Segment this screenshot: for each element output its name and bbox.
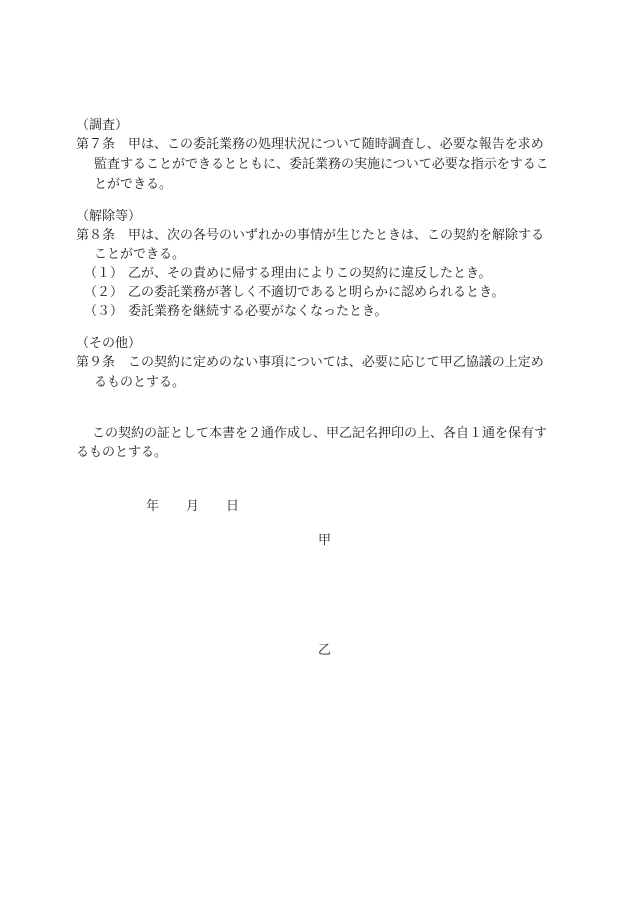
date-month: 月	[186, 499, 200, 514]
article-7-line-1: 第７条 甲は、この委託業務の処理状況について随時調査し、必要な報告を求め	[76, 137, 544, 152]
article-8-item-3-text: 委託業務を継続する必要がなくなったとき。	[128, 304, 388, 319]
article-8-item-2-text: 乙の委託業務が著しく不適切であると明らかに認められるとき。	[128, 285, 505, 300]
closing-line-2: るものとする。	[76, 445, 168, 460]
closing-line-1: この契約の証として本書を２通作成し、甲乙記名押印の上、各自１通を保有す	[92, 426, 548, 441]
article-7-heading: （調査）	[76, 118, 129, 133]
article-8-heading: （解除等）	[76, 209, 142, 224]
article-7-line-2: 監査することができるとともに、委託業務の実施について必要な指示をするこ	[94, 157, 549, 172]
article-8-item-3-number: （３）	[84, 304, 124, 319]
article-9-heading: （その他）	[76, 336, 142, 351]
article-7-line-3: とができる。	[94, 177, 173, 192]
date-day: 日	[226, 499, 240, 514]
date-year: 年	[146, 499, 160, 514]
article-9-line-1: 第９条 この契約に定めのない事項については、必要に応じて甲乙協議の上定め	[76, 355, 544, 370]
party-a-label: 甲	[318, 533, 332, 548]
article-8-item-1-number: （１）	[84, 266, 124, 281]
article-9-line-2: るものとする。	[94, 375, 186, 390]
article-8-line-1: 第８条 甲は、次の各号のいずれかの事情が生じたときは、この契約を解除する	[76, 228, 545, 243]
article-8-line-2: ことができる。	[94, 247, 186, 262]
article-8-item-1-text: 乙が、その責めに帰する理由によりこの契約に違反したとき。	[128, 266, 492, 281]
article-8-item-2-number: （２）	[84, 285, 124, 300]
party-b-label: 乙	[318, 643, 332, 658]
